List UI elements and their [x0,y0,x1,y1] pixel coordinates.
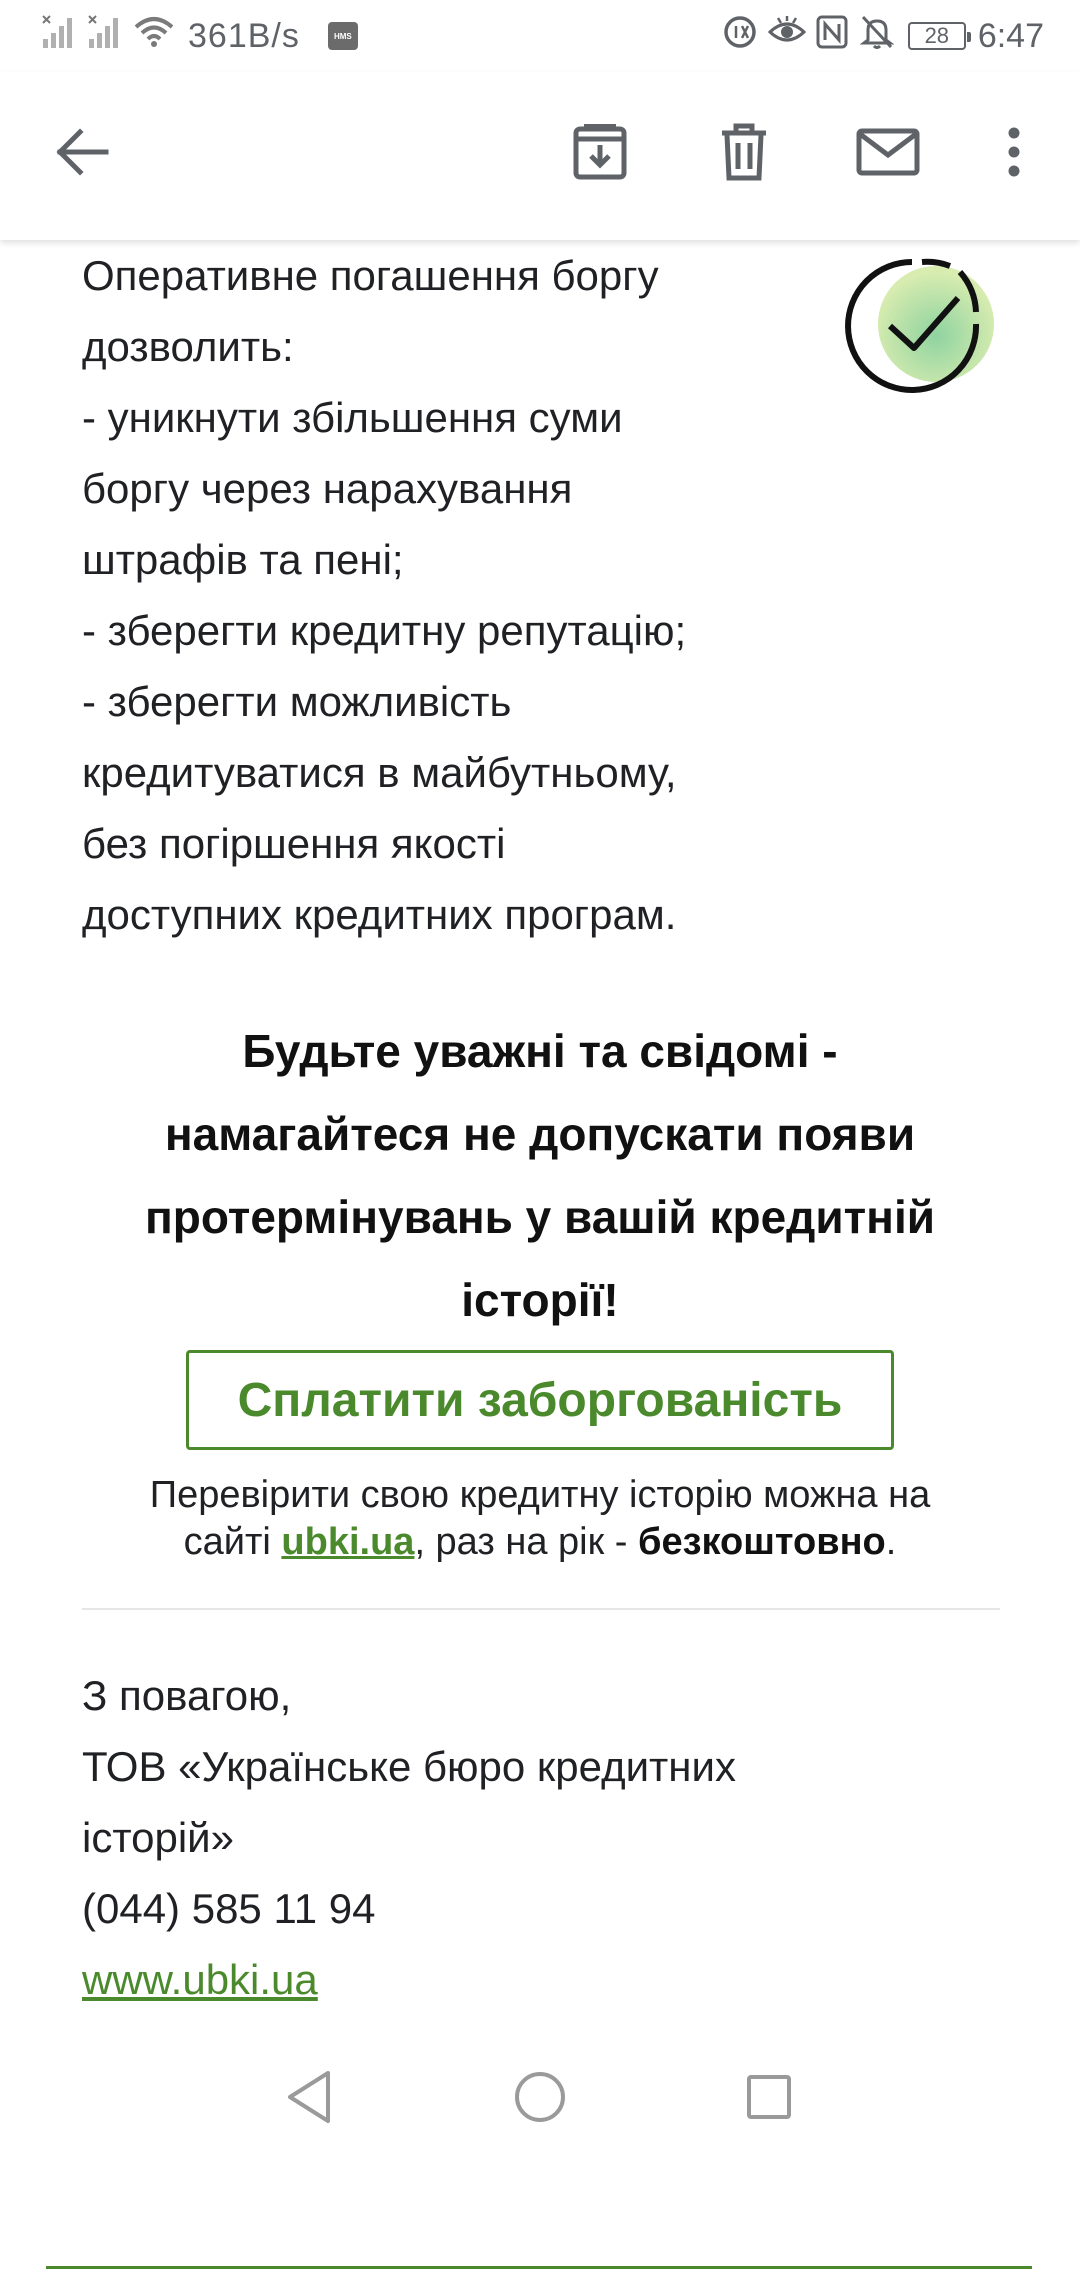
status-bar [0,0,1080,72]
signal-icon [42,15,78,58]
wifi-icon [134,15,174,58]
warning-line: намагайтеся не допускати появи [164,1108,916,1160]
triangle-back-icon [284,2069,334,2130]
intro-line: - зберегти кредитну репутацію; [82,607,687,654]
more-options-button[interactable] [972,112,1056,196]
square-recents-icon [744,2072,794,2127]
intro-line: - уникнути збільшення суми [82,394,623,441]
note-free-bold: безкоштовно [638,1521,886,1563]
trash-icon [719,123,769,186]
intro-line: боргу через нарахування [82,465,573,512]
nav-back-button[interactable] [274,2064,344,2134]
intro-text [82,240,822,950]
note-prefix: сайті [183,1521,282,1563]
arrow-back-icon [54,127,110,182]
signature [82,1660,982,2015]
website-link[interactable]: www.ubki.ua [82,1956,318,2003]
warning-line: протермінувань у вашій кредитній [144,1191,936,1243]
network-speed: 361B/s [188,16,300,55]
nfc-icon [816,14,848,59]
warning-line: історії! [461,1274,619,1326]
more-vert-icon [1007,127,1021,182]
nav-recents-button[interactable] [734,2064,804,2134]
eye-icon [768,14,806,59]
warning-line: Будьте уважні та свідомі - [242,1025,838,1077]
app-bar [0,72,1080,240]
intro-line: кредитуватися в майбутньому, [82,749,677,796]
checkmark-badge-icon [842,242,1002,402]
circle-home-icon [512,2069,568,2130]
divider [82,1608,1000,1610]
intro-line: штрафів та пені; [82,536,404,583]
mail-icon [856,128,920,181]
mark-unread-button[interactable] [846,112,930,196]
back-button[interactable] [40,112,124,196]
intro-line: без погіршення якості [82,820,506,867]
note-line-2 [60,1519,1020,1566]
pay-debt-button[interactable]: Сплатити заборгованість [186,1350,894,1450]
intro-line: дозволить: [82,323,294,370]
status-bar-left [42,14,358,58]
hms-badge: HMS [328,22,358,50]
mute-bell-icon [860,14,894,59]
delete-button[interactable] [702,112,786,196]
clock: 6:47 [977,16,1044,55]
system-nav-bar [0,2034,1080,2160]
archive-button[interactable] [558,112,642,196]
note-suffix: . [885,1521,897,1563]
data-saver-icon [722,14,758,59]
signature-phone: (044) 585 11 94 [82,1885,376,1932]
note-middle: , раз на рік - [414,1521,639,1563]
warning-heading [54,1010,1026,1342]
archive-icon [572,123,628,186]
ubki-link[interactable]: ubki.ua [281,1521,415,1563]
battery-indicator: 28 [908,22,966,50]
nav-home-button[interactable] [505,2064,575,2134]
signal-icon-2 [88,15,124,58]
intro-line: доступних кредитних програм. [82,891,677,938]
credit-history-note [60,1472,1020,1566]
intro-line: - зберегти можливість [82,678,512,725]
signature-company: ТОВ «Українське бюро кредитних [82,1743,736,1790]
intro-line: Оперативне погашення боргу [82,252,659,299]
signature-greeting: З повагою, [82,1672,292,1719]
status-bar-right [722,14,1044,58]
note-line-1: Перевірити свою кредитну історію можна на [149,1474,931,1516]
signature-company-cont: історій» [82,1814,234,1861]
